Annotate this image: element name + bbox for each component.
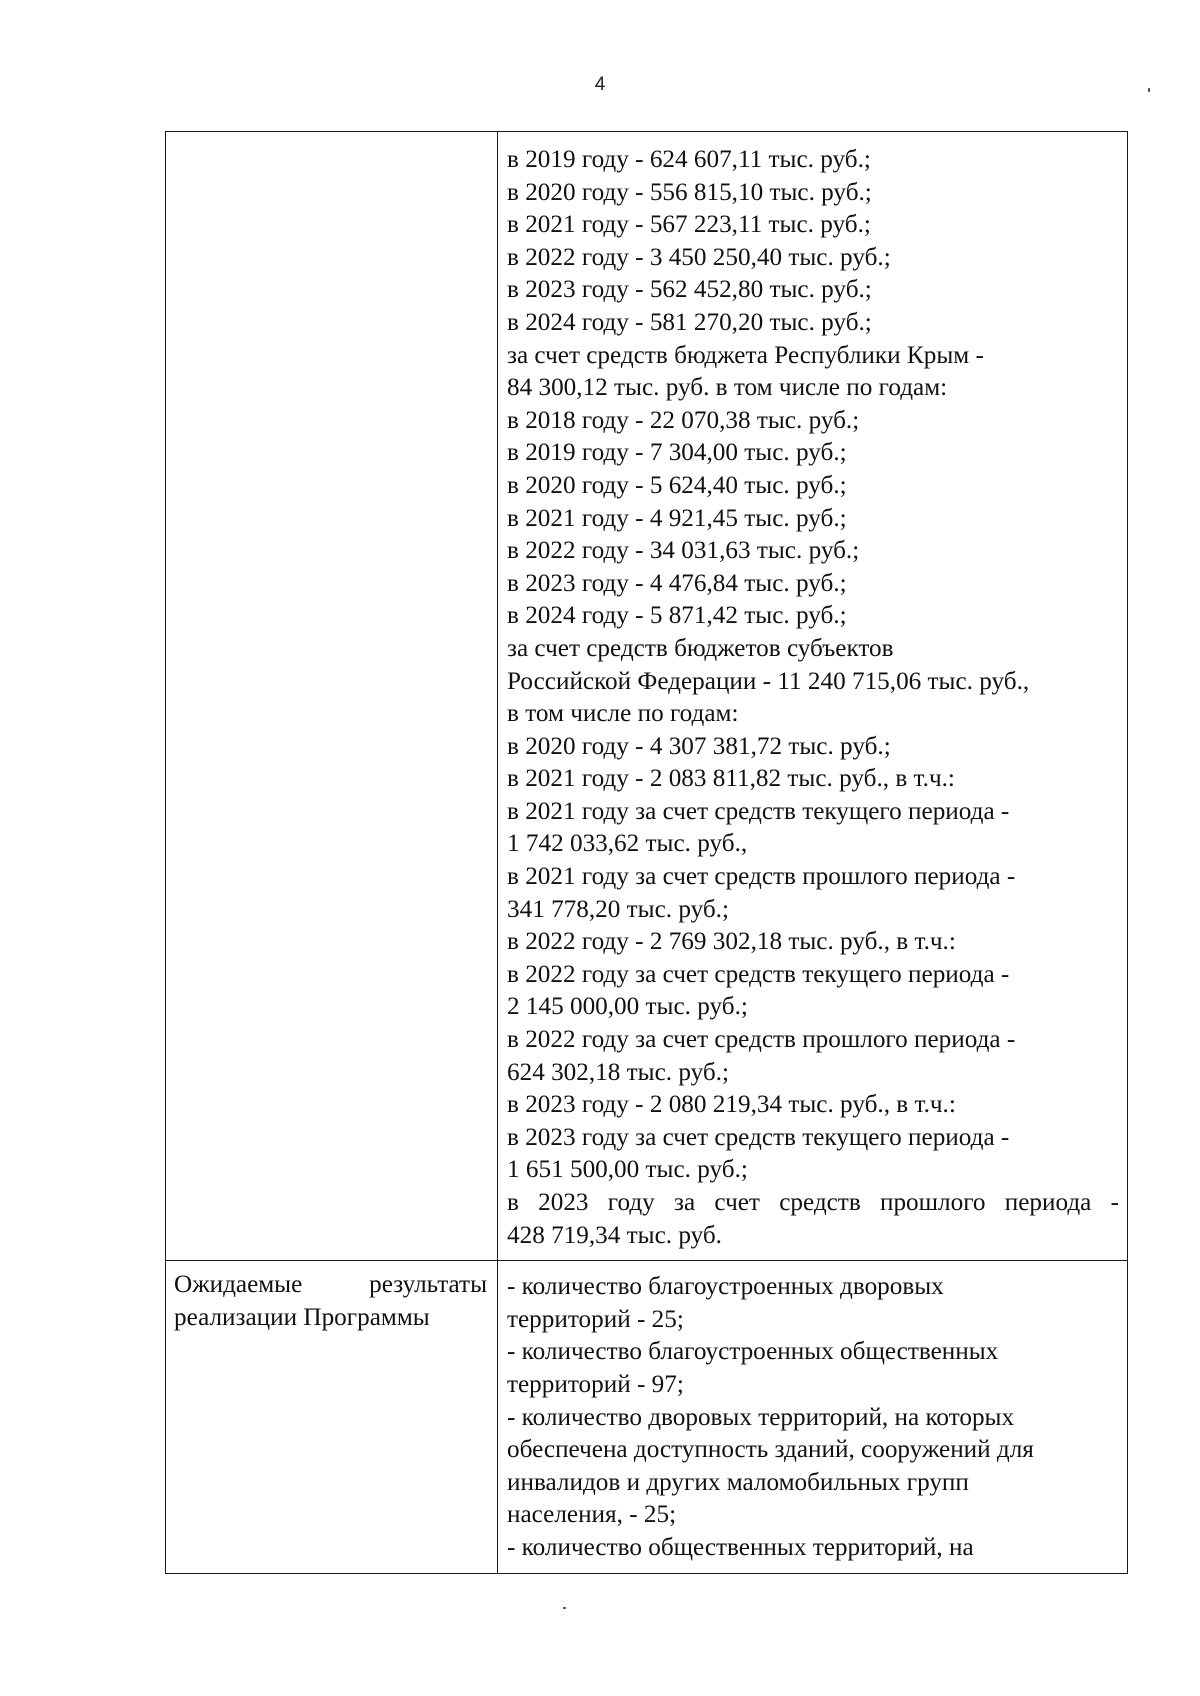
text-line: населения, - 25; <box>507 1501 677 1529</box>
text-line: в 2020 году - 4 307 381,72 тыс. руб.; <box>507 732 891 760</box>
text-line: - количество общественных территорий, на <box>507 1533 974 1561</box>
text-line: обеспечена доступность зданий, сооружений для <box>507 1436 1034 1464</box>
text-line: инвалидов и других маломобильных групп <box>507 1468 969 1496</box>
text-line: в 2020 году - 5 624,40 тыс. руб.; <box>507 471 847 499</box>
text-line: в 2024 году - 5 871,42 тыс. руб.; <box>507 602 847 630</box>
text-line: в 2023 году - 562 452,80 тыс. руб.; <box>507 276 872 304</box>
text-line: - количество благоустроенных общественных <box>507 1338 999 1366</box>
text-line: в 2024 году - 581 270,20 тыс. руб.; <box>507 308 872 336</box>
funding-label-cell <box>166 132 498 1261</box>
table-row-funding <box>166 132 1128 1261</box>
results-value-cell <box>498 1261 1128 1573</box>
text-line: в 2021 году - 4 921,45 тыс. руб.; <box>507 504 847 532</box>
text-line: Ожидаемые результаты <box>174 1271 487 1299</box>
scan-speck <box>563 1607 566 1609</box>
text-line: 84 300,12 тыс. руб. в том числе по годам: <box>507 374 948 402</box>
text-line: 428 719,34 тыс. руб. <box>507 1221 722 1249</box>
text-line: в 2023 году за счет средств прошлого периода - <box>507 1189 1119 1216</box>
text-line: в 2023 году - 2 080 219,34 тыс. руб., в т.ч.: <box>507 1091 956 1119</box>
text-line: в том числе по годам: <box>507 700 739 728</box>
text-line: территорий - 97; <box>507 1370 684 1398</box>
program-passport-table <box>165 131 1128 1574</box>
text-line: в 2020 году - 556 815,10 тыс. руб.; <box>507 178 872 206</box>
text-line: в 2023 году за счет средств текущего периода - <box>507 1123 1010 1151</box>
text-line: в 2021 году - 567 223,11 тыс. руб.; <box>507 211 871 239</box>
funding-value-cell <box>498 132 1128 1261</box>
text-line: в 2019 году - 624 607,11 тыс. руб.; <box>507 146 871 173</box>
text-line: в 2019 году - 7 304,00 тыс. руб.; <box>507 439 847 467</box>
text-line: в 2022 году за счет средств прошлого периода - <box>507 1026 1016 1054</box>
text-line: в 2021 году - 2 083 811,82 тыс. руб., в т.ч.: <box>507 765 955 793</box>
funding-lines <box>498 132 1127 1260</box>
results-label-cell <box>166 1261 498 1573</box>
text-line: в 2022 году - 3 450 250,40 тыс. руб.; <box>507 243 891 271</box>
text-line: 624 302,18 тыс. руб.; <box>507 1058 729 1086</box>
text-line: за счет средств бюджетов субъектов <box>507 634 894 662</box>
text-line: в 2022 году за счет средств текущего периода - <box>507 960 1010 988</box>
text-line: реализации Программы <box>174 1303 430 1331</box>
text-line: - количество дворовых территорий, на которых <box>507 1403 1015 1431</box>
text-line: 1 651 500,00 тыс. руб.; <box>507 1156 748 1184</box>
results-label <box>166 1261 497 1342</box>
text-line: в 2022 году - 34 031,63 тыс. руб.; <box>507 537 860 565</box>
page-number: 4 <box>594 74 606 95</box>
text-line: в 2021 году за счет средств прошлого периода - <box>507 863 1016 891</box>
text-line: - количество благоустроенных дворовых <box>507 1273 944 1301</box>
text-line: в 2022 году - 2 769 302,18 тыс. руб., в т.ч.: <box>507 928 956 956</box>
text-line: 341 778,20 тыс. руб.; <box>507 895 729 923</box>
text-line: в 2023 году - 4 476,84 тыс. руб.; <box>507 569 847 597</box>
text-line: территорий - 25; <box>507 1305 684 1333</box>
text-line: в 2018 году - 22 070,38 тыс. руб.; <box>507 406 860 434</box>
results-lines <box>498 1261 1127 1572</box>
table-row-expected-results <box>166 1261 1128 1573</box>
text-line: 1 742 033,62 тыс. руб., <box>507 830 748 858</box>
scan-speck <box>1148 88 1150 92</box>
text-line: 2 145 000,00 тыс. руб.; <box>507 993 748 1021</box>
text-line: в 2021 году за счет средств текущего периода - <box>507 797 1010 825</box>
text-line: Российской Федерации - 11 240 715,06 тыс. руб., <box>507 667 1030 695</box>
text-line: за счет средств бюджета Республики Крым - <box>507 341 984 369</box>
